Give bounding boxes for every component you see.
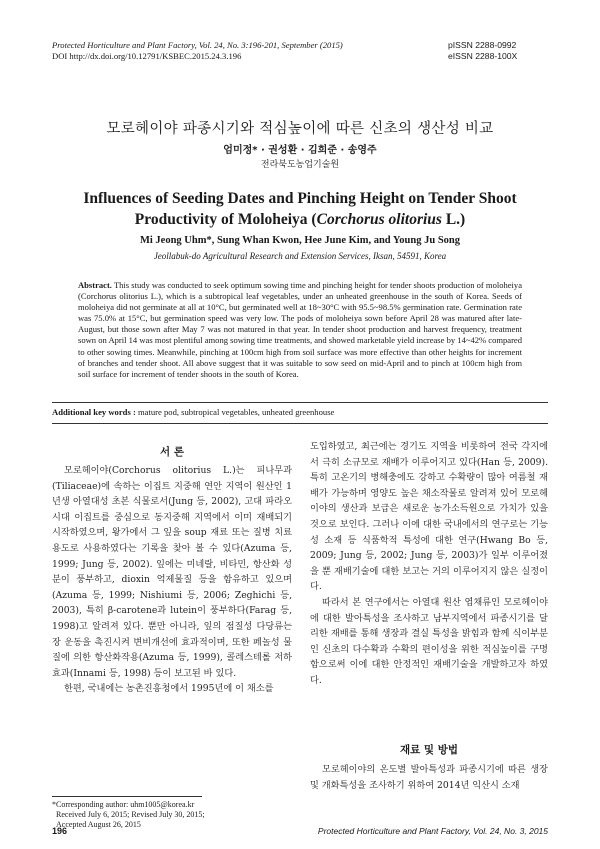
corresponding-author: *Corresponding author: uhm1005@korea.kr — [52, 800, 195, 809]
pissn: pISSN 2288-0992 — [448, 40, 517, 50]
intro-paragraph-4: 따라서 본 연구에서는 아열대 원산 엽채류인 모로헤이야에 대한 발아특성을 조사하고 남부지역에서 파종시기를 달리한 재배를 통해 생장과 결실 특성을 밝힘과 함께 식이부분인 신초의 다수확과 수확의 편이성을 위한 적심높이를 구명함으로써 이에 대한 안정적인 재배기술을 개발하고자 하였다. — [310, 596, 548, 686]
doi-link[interactable]: DOI http://dx.doi.org/10.12791/KSBEC.2015.24.3.196 — [52, 51, 242, 61]
english-title — [60, 188, 540, 230]
footnote — [52, 800, 312, 831]
journal-header — [52, 40, 343, 62]
intro-paragraph-3: 도입하였고, 최근에는 경기도 지역을 비롯하여 전국 각지에서 극히 소규모로 재배가 이루어지고 있다(Han 등, 2009). 특히 고온기의 병해충에도 강하고 수확량이 많아 여름철 재배가 가능하며 영양도 높은 채소작물로 알려져 있어 모로헤이야의 생산과 보급은 새로운 농가소득원으로 가치가 있을 것으로 보인다. 그러나 이에 대한 국내에서의 연구로는 기능성 소재 등 식품학적 특성에 대한 연구(Hwang Bo 등, 2009; Jung 등, 2002; Jung 등, 2003)가 일부 이루어졌을 뿐 재배기술에 대한 보고는 거의 이루어지지 않은 실정이다. — [310, 441, 548, 593]
korean-title: 모로헤이야 파종시기와 적심높이에 따른 신초의 생산성 비교 — [106, 121, 494, 137]
methods-paragraph-1: 모로헤이야의 온도별 발아특성과 파종시기에 따른 생장 및 개화특성을 조사하기 위하여 2014년 익산시 소재 — [310, 764, 548, 791]
abstract — [78, 280, 522, 380]
left-column — [52, 463, 292, 697]
divider-top — [52, 402, 548, 403]
right-column — [310, 439, 548, 689]
methods-heading: 재료 및 방법 — [399, 744, 459, 756]
footnote-rule — [52, 796, 202, 797]
english-title-prefix: Productivity of Moloheiya ( — [134, 211, 317, 228]
issn-block — [448, 40, 517, 62]
keywords-label: Additional key words : — [52, 407, 136, 417]
species-name: Corchorus olitorius — [316, 211, 442, 228]
abstract-text: This study was conducted to seek optimum sowing time and pinching height for tender shoots production of moloheiya (Corchorus olitorius L.), which is a subtropical leaf vegetables, under an unheated greenhouse in the south of Korea. Seeds of moloheiya did not germinate at all at 10°C, but germinated well at 18~30°C with 95.5~98.5% germination rate. Germination rate was 75.0% at 15°C, but germination speed was very low. The pods of moloheiya sown before April 28 was matured after late-August, but those sown after May 7 was not matured in that year. In tender shoot production and harvest frequency, treatment sown on April 14 was most plentiful among sowing time treatments, and showed marketable yield increase by 14~42% compared to other sowing times. Meanwhile, pinching at 100cm high from soil surface was more effective than other heights for increment of branches and tender shoot. All above suggest that it was suitable to sow seed on mid-April and to pinch at 100cm high from soil surface for increment of tender shoots in the south of Korea. — [78, 280, 522, 379]
english-authors: Mi Jeong Uhm*, Sung Whan Kwon, Hee June Kim, and Young Ju Song — [139, 235, 461, 246]
intro-paragraph-1: 모로헤이야(Corchorus olitorius L.)는 피나무과(Tiliaceae)에 속하는 이집트 지중해 연안 지역이 원산인 1년생 아열대성 초본 식물로서(Jung 등, 2002), 고대 파라오시대 이집트를 중심으로 동지중해 지역에서 이미 재배되기 시작하였으며, 왕가에서 그 잎을 soup 재료 또는 질병 치료 용도로 사용하였다는 기록을 찾아 볼 수 있다(Azuma 등, 1999; Jung 등, 2002). 잎에는 미네랄, 비타민, 항산화 성분이 풍부하고, dioxin 억제물질 등을 함유하고 있으며(Azuma 등, 1999; Nishiumi 등, 2006; Zeghichi 등, 2003), 특히 β-carotene과 lutein이 풍부하다(Farag 등, 1998)고 알려져 있다. 뿐만 아니라, 잎의 점질성 다당류는 장 운동을 촉진시켜 변비개선에 효과적이며, 또한 페놀성 물질에 의한 항산화작용(Azuma 등, 1999), 콜레스테롤 저하효과(Innami 등, 1998) 등이 보고된 바 있다. — [52, 465, 292, 679]
keywords — [52, 407, 334, 417]
intro-heading: 서 론 — [160, 446, 184, 458]
page-number: 196 — [52, 826, 68, 836]
korean-authors: 엄미정* · 권성환 · 김희준 · 송영주 — [223, 145, 377, 156]
journal-citation: Protected Horticulture and Plant Factory, Vol. 24, No. 3:196-201, September (2015) — [52, 40, 343, 50]
intro-paragraph-2: 한편, 국내에는 농촌진흥청에서 1995년에 이 채소를 — [64, 683, 274, 695]
eissn: eISSN 2288-100X — [448, 51, 518, 61]
methods-column — [310, 762, 548, 793]
received-dates: Received July 6, 2015; Revised July 30, 2015; — [56, 810, 205, 820]
keywords-text: mature pod, subtropical vegetables, unheated greenhouse — [135, 407, 335, 417]
divider-bottom — [52, 423, 548, 424]
english-title-suffix: L.) — [441, 211, 466, 228]
english-affiliation: Jeollabuk-do Agricultural Research and Extension Services, Iksan, 54591, Korea — [153, 251, 447, 261]
accepted-date: Accepted August 26, 2015 — [56, 820, 141, 830]
english-title-line2 — [60, 209, 540, 230]
korean-affiliation: 전라북도농업기술원 — [260, 160, 340, 170]
footer-journal: Protected Horticulture and Plant Factory, Vol. 24, No. 3, 2015 — [317, 826, 548, 836]
abstract-label: Abstract. — [78, 280, 112, 290]
english-title-line1: Influences of Seeding Dates and Pinching Height on Tender Shoot — [83, 190, 517, 207]
